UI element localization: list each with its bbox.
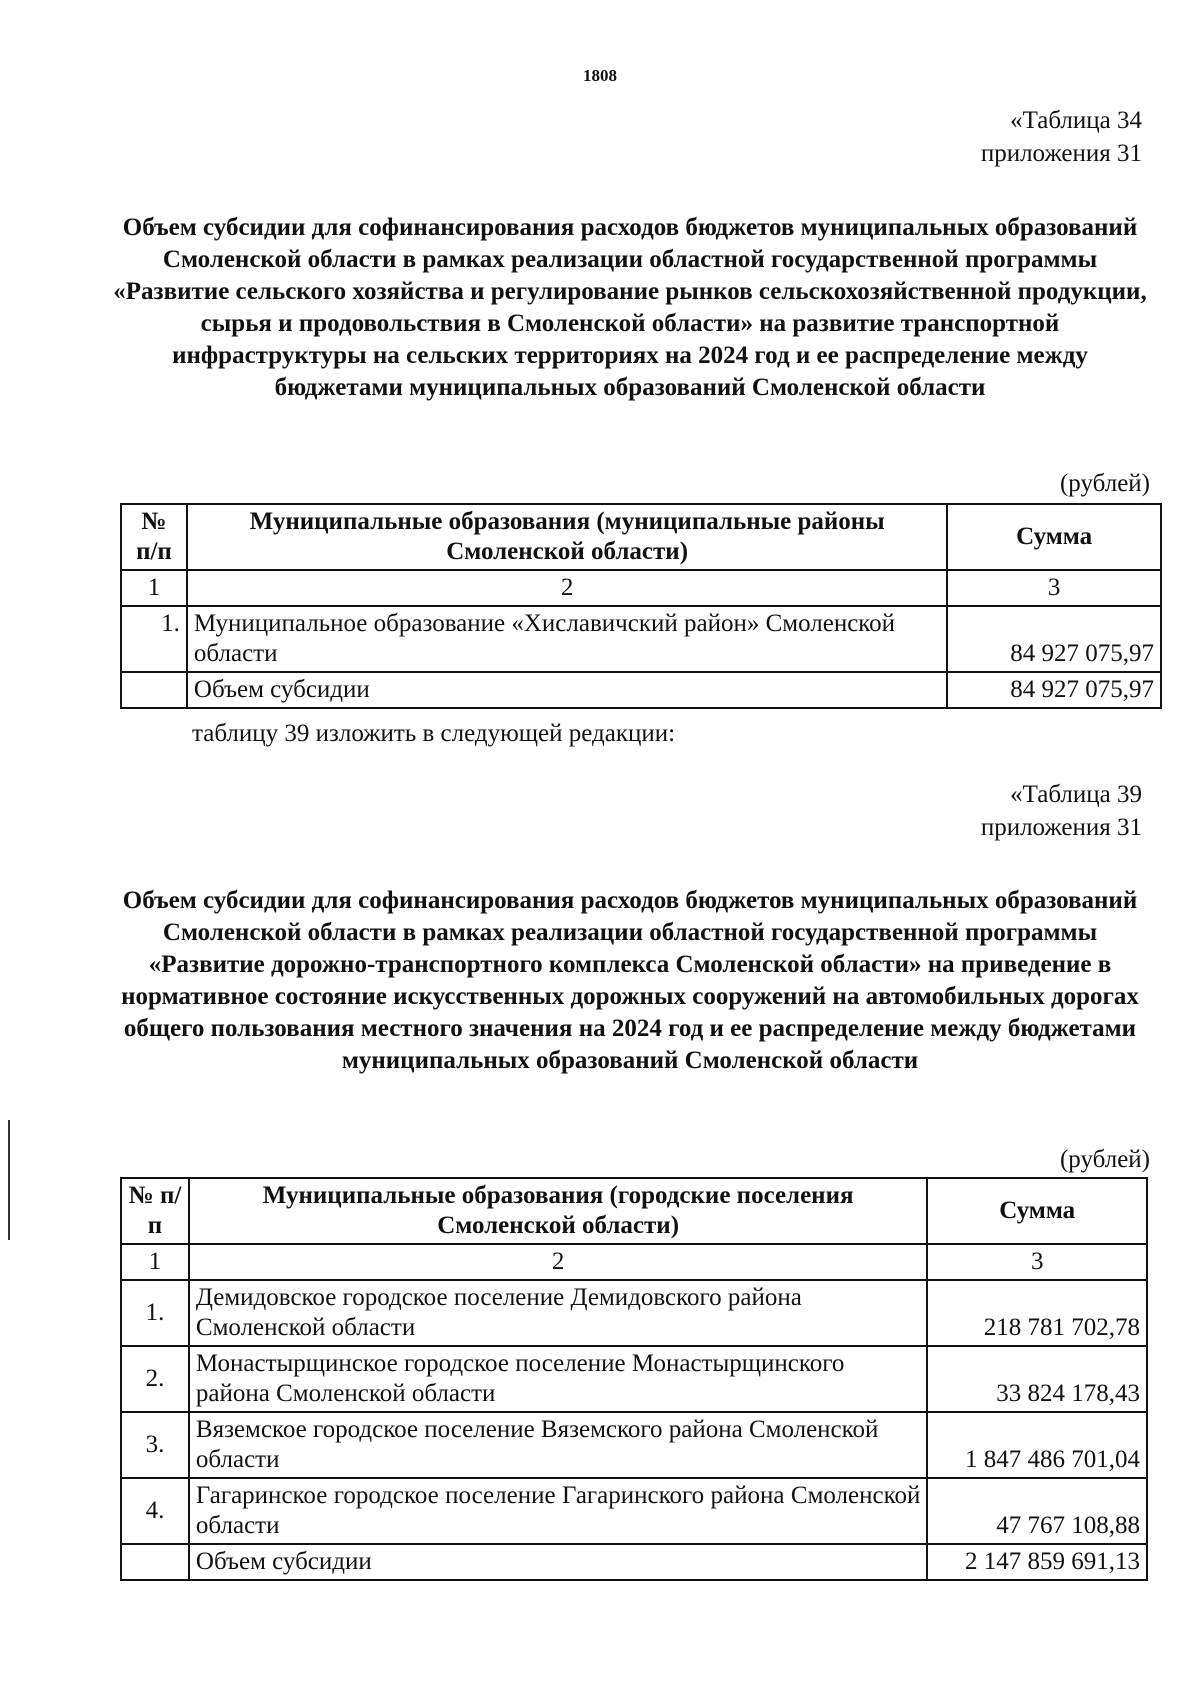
- page-number: 1808: [583, 66, 617, 85]
- header-name: Муниципальные образования (муниципальные районы Смоленской области): [187, 504, 947, 570]
- caption-line-2: приложения 31: [980, 814, 1142, 841]
- row-name: Демидовское городское поселение Демидовского района Смоленской области: [189, 1280, 927, 1346]
- units-label: (рублей): [1059, 1146, 1150, 1173]
- total-label: Объем субсидии: [189, 1544, 927, 1580]
- row-name: Гагаринское городское поселение Гагаринского района Смоленской области: [189, 1478, 927, 1544]
- row-sum: 47 767 108,88: [927, 1478, 1147, 1544]
- table-39: [120, 1177, 1148, 1581]
- col-number: 3: [947, 570, 1161, 606]
- row-num: 1.: [121, 606, 187, 672]
- table-row: [121, 1478, 1147, 1544]
- total-sum: 84 927 075,97: [947, 672, 1161, 708]
- header-name: Муниципальные образования (городские поселения Смоленской области): [189, 1178, 927, 1244]
- column-number-row: [121, 1244, 1147, 1280]
- row-name: Муниципальное образование «Хиславичский район» Смоленской области: [187, 606, 947, 672]
- row-num: 1.: [121, 1280, 189, 1346]
- table-39-caption: [981, 778, 1142, 844]
- total-num: [121, 672, 187, 708]
- col-number: 1: [121, 1244, 189, 1280]
- row-sum: 218 781 702,78: [927, 1280, 1147, 1346]
- caption-line-1: «Таблица 39: [1010, 781, 1142, 808]
- table-row: [121, 1412, 1147, 1478]
- header-row: [121, 1178, 1147, 1244]
- table-34: [120, 503, 1162, 709]
- total-row: [121, 1544, 1147, 1580]
- row-sum: 33 824 178,43: [927, 1346, 1147, 1412]
- table-row: [121, 606, 1161, 672]
- col-number: 3: [927, 1244, 1147, 1280]
- instruction-text: таблицу 39 изложить в следующей редакции:: [192, 720, 676, 747]
- column-number-row: [121, 570, 1161, 606]
- total-num: [121, 1544, 189, 1580]
- table-34-caption: [981, 104, 1142, 170]
- header-num: № п/п: [121, 1178, 189, 1244]
- total-row: [121, 672, 1161, 708]
- col-number: 2: [189, 1244, 927, 1280]
- col-number: 1: [121, 570, 187, 606]
- table-row: [121, 1280, 1147, 1346]
- scan-edge-mark: [8, 1120, 10, 1240]
- header-sum: Сумма: [947, 504, 1161, 570]
- header-sum: Сумма: [927, 1178, 1147, 1244]
- table-39-title: Объем субсидии для софинансирования расходов бюджетов муниципальных образований Смоленской области в рамках реализации областной государственной программы «Развитие дорожно-транспортного комплекса Смоленской области» на приведение в нормативное состояние искусственных дорожных сооружений на автомобильных дорогах общего пользования местного значения на 2024 год и ее распределение между бюджетами муниципальных образований Смоленской области: [121, 887, 1139, 1074]
- total-sum: 2 147 859 691,13: [927, 1544, 1147, 1580]
- row-name: Монастырщинское городское поселение Монастырщинского района Смоленской области: [189, 1346, 927, 1412]
- row-sum: 1 847 486 701,04: [927, 1412, 1147, 1478]
- row-num: 4.: [121, 1478, 189, 1544]
- row-num: 3.: [121, 1412, 189, 1478]
- col-number: 2: [187, 570, 947, 606]
- row-sum: 84 927 075,97: [947, 606, 1161, 672]
- header-row: [121, 504, 1161, 570]
- caption-line-2: приложения 31: [980, 140, 1142, 167]
- table-row: [121, 1346, 1147, 1412]
- row-name: Вяземское городское поселение Вяземского района Смоленской области: [189, 1412, 927, 1478]
- caption-line-1: «Таблица 34: [1010, 107, 1142, 134]
- total-label: Объем субсидии: [187, 672, 947, 708]
- table-34-title: Объем субсидии для софинансирования расходов бюджетов муниципальных образований Смоленской области в рамках реализации областной государственной программы «Развитие сельского хозяйства и регулирование рынков сельскохозяйственной продукции, сырья и продовольствия в Смоленской области» на развитие транспортной инфраструктуры на сельских территориях на 2024 год и ее распределение между бюджетами муниципальных образований Смоленской области: [113, 214, 1147, 401]
- units-label: (рублей): [1059, 470, 1150, 497]
- header-num: № п/п: [121, 504, 187, 570]
- row-num: 2.: [121, 1346, 189, 1412]
